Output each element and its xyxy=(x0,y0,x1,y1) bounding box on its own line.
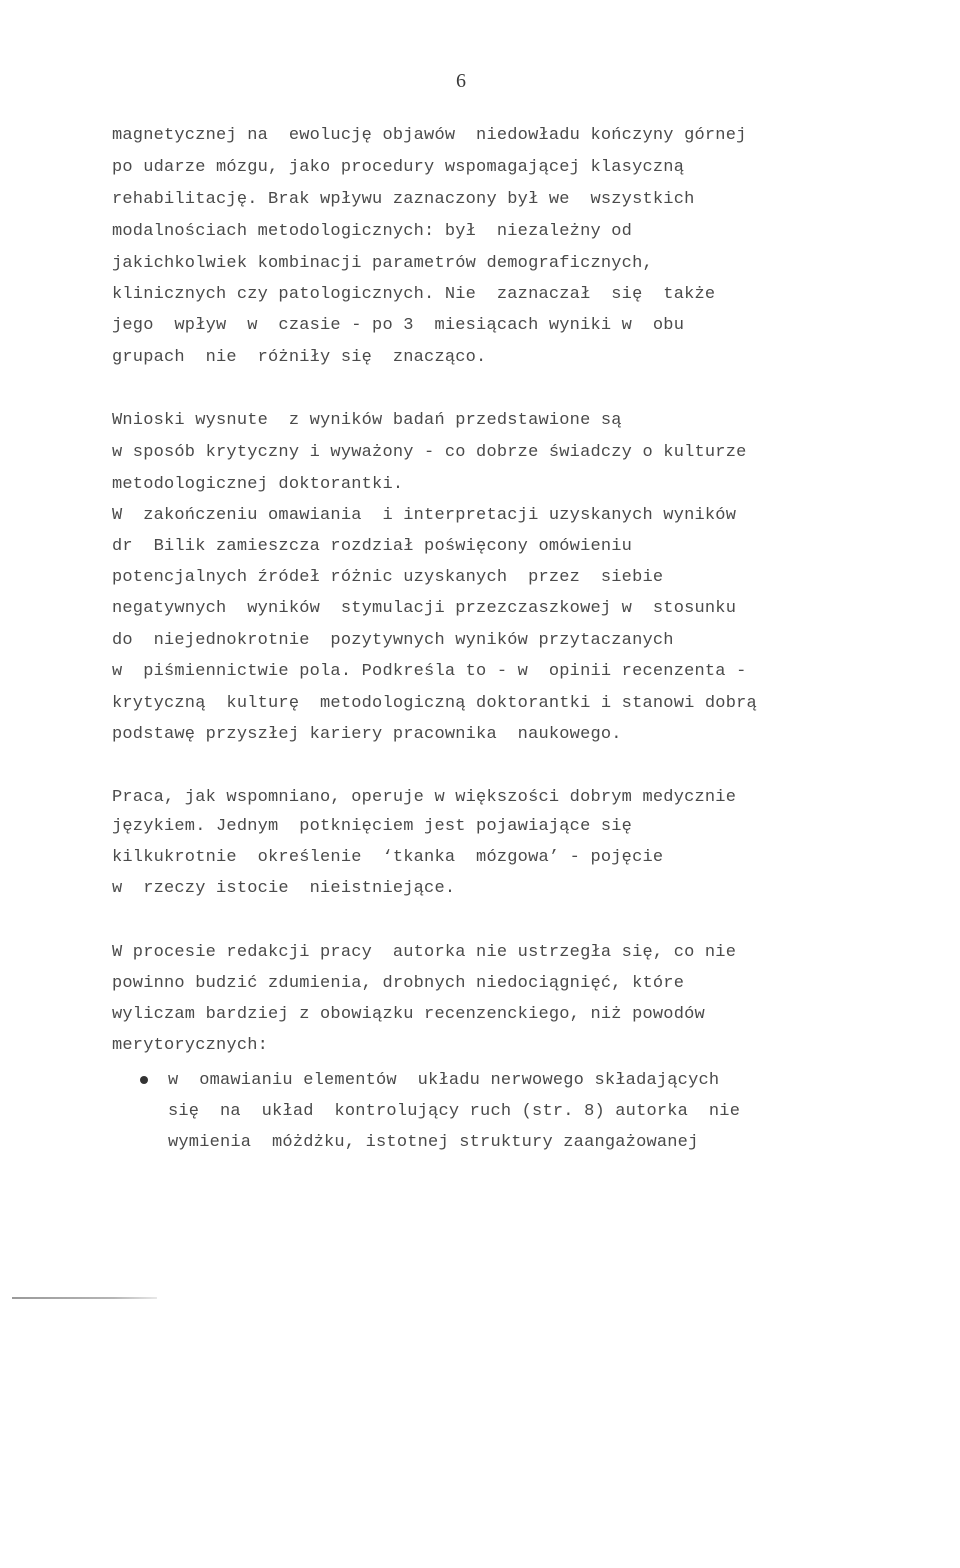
text-line: magnetycznej na ewolucję objawów niedowładu kończyny górnej xyxy=(112,126,747,145)
text-line: językiem. Jednym potknięciem jest pojawiające się xyxy=(112,817,633,836)
list-item-line: w omawianiu elementów układu nerwowego składających xyxy=(168,1071,720,1090)
list-item-line: się na układ kontrolujący ruch (str. 8) autorka nie xyxy=(168,1102,741,1121)
text-line: dr Bilik zamieszcza rozdział poświęcony omówieniu xyxy=(112,537,633,556)
text-line: krytyczną kulturę metodologiczną doktorantki i stanowi dobrą xyxy=(112,694,757,713)
text-line: negatywnych wyników stymulacji przezczaszkowej w stosunku xyxy=(112,599,737,618)
text-line: potencjalnych źródeł różnic uzyskanych przez siebie xyxy=(112,568,664,587)
text-line: klinicznych czy patologicznych. Nie zaznaczał się także xyxy=(112,285,716,304)
footnote-separator xyxy=(12,1297,157,1299)
list-item-line: wymienia móżdżku, istotnej struktury zaangażowanej xyxy=(168,1133,699,1152)
text-line: powinno budzić zdumienia, drobnych niedociągnięć, które xyxy=(112,974,685,993)
text-line: kilkukrotnie określenie ‘tkanka mózgowa’ - pojęcie xyxy=(112,848,664,867)
text-line: merytorycznych: xyxy=(112,1036,269,1055)
text-line: w rzeczy istocie nieistniejące. xyxy=(112,879,456,898)
text-line: jakichkolwiek kombinacji parametrów demograficznych, xyxy=(112,254,653,273)
text-line: rehabilitację. Brak wpływu zaznaczony był we wszystkich xyxy=(112,190,695,209)
page-number: 6 xyxy=(456,70,466,92)
text-line: po udarze mózgu, jako procedury wspomagającej klasyczną xyxy=(112,158,685,177)
text-line: do niejednokrotnie pozytywnych wyników przytaczanych xyxy=(112,631,674,650)
text-line: grupach nie różniły się znacząco. xyxy=(112,348,487,367)
text-line: wyliczam bardziej z obowiązku recenzenckiego, niż powodów xyxy=(112,1005,705,1024)
text-line: modalnościach metodologicznych: był niezależny od xyxy=(112,222,633,241)
text-line: podstawę przyszłej kariery pracownika naukowego. xyxy=(112,725,622,744)
text-line: w sposób krytyczny i wyważony - co dobrze świadczy o kulturze xyxy=(112,443,747,462)
text-line: Wnioski wysnute z wyników badań przedstawione są xyxy=(112,411,622,430)
text-line: W procesie redakcji pracy autorka nie ustrzegła się, co nie xyxy=(112,943,737,962)
text-line: metodologicznej doktorantki. xyxy=(112,475,404,494)
text-line: jego wpływ w czasie - po 3 miesiącach wyniki w obu xyxy=(112,316,685,335)
bullet-icon xyxy=(140,1076,148,1084)
text-line: w piśmiennictwie pola. Podkreśla to - w opinii recenzenta - xyxy=(112,662,747,681)
text-line: W zakończeniu omawiania i interpretacji uzyskanych wyników xyxy=(112,506,737,525)
text-line: Praca, jak wspomniano, operuje w większości dobrym medycznie xyxy=(112,788,737,807)
